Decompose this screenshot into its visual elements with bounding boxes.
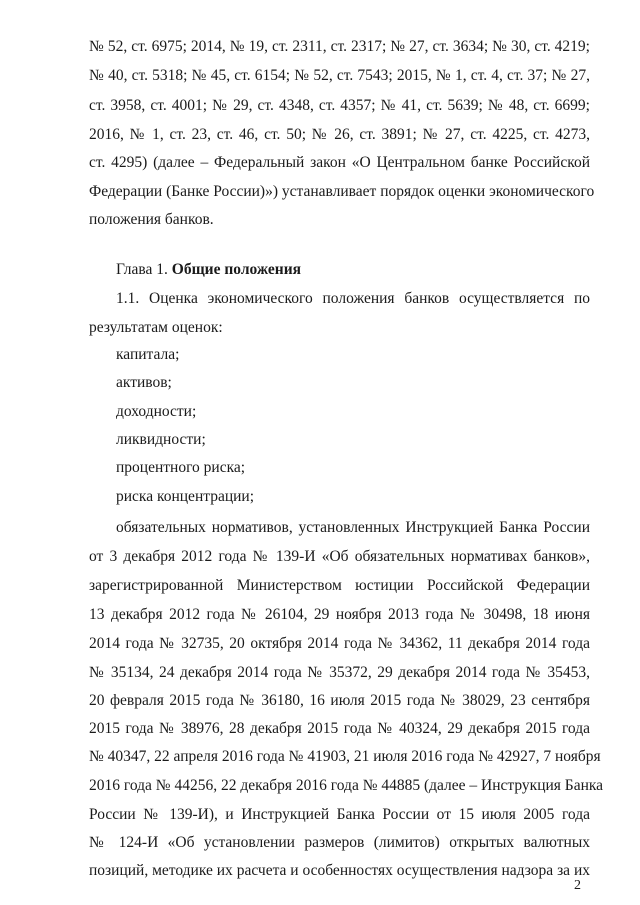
list-item: риска концентрации; [116,488,255,505]
intro-line: 2016, № 1, ст. 23, ст. 46, ст. 50; № 26, ст. 3891; № 27, ст. 4225, ст. 4273, [89,126,590,143]
body-line: № 40347, 22 апреля 2016 года № 41903, 21 июля 2016 года № 42927, 7 ноября [89,748,601,765]
body-line: 13 декабря 2012 года № 26104, 29 ноября 2013 года № 30498, 18 июня [89,606,590,623]
section-1-1-line: результатам оценок: [89,319,223,336]
list-item: активов; [116,374,172,391]
body-line: 2015 года № 38976, 28 декабря 2015 года № 40324, 29 декабря 2015 года [89,720,590,737]
list-item: доходности; [116,403,197,420]
intro-line: ст. 4295) (далее – Федеральный закон «О Центральном банке Российской [89,154,590,171]
body-line: № 124-И «Об установлении размеров (лимитов) открытых валютных [89,834,590,851]
body-line: зарегистрированной Министерством юстиции Российской Федерации [89,577,590,594]
list-item: процентного риска; [116,459,246,476]
intro-line: Федерации (Банке России)») устанавливает порядок оценки экономического [89,183,595,200]
chapter-prefix: Глава 1. [116,261,172,278]
intro-line: ст. 3958, ст. 4001; № 29, ст. 4348, ст. 4357; № 41, ст. 5639; № 48, ст. 6699; [89,97,590,114]
page-number: 2 [574,878,581,893]
body-line: от 3 декабря 2012 года № 139-И «Об обязательных нормативах банков», [89,548,590,565]
body-line: обязательных нормативов, установленных Инструкцией Банка России [116,519,590,536]
intro-line: № 52, ст. 6975; 2014, № 19, ст. 2311, ст. 2317; № 27, ст. 3634; № 30, ст. 4219; [89,38,590,55]
intro-line: № 40, ст. 5318; № 45, ст. 6154; № 52, ст. 7543; 2015, № 1, ст. 4, ст. 37; № 27, [89,67,590,84]
body-line: 2014 года № 32735, 20 октября 2014 года № 34362, 11 декабря 2014 года [89,635,590,652]
chapter-title: Общие положения [171,261,302,278]
chapter-heading [116,260,301,280]
body-line: 20 февраля 2015 года № 36180, 16 июля 2015 года № 38029, 23 сентября [89,692,590,709]
body-line: позиций, методике их расчета и особенностях осуществления надзора за их [89,862,590,879]
body-line: № 35134, 24 декабря 2014 года № 35372, 29 декабря 2014 года № 35453, [89,664,590,681]
intro-line: положения банков. [89,211,214,228]
list-item: капитала; [116,346,180,363]
list-item: ликвидности; [116,431,206,448]
section-1-1-line: 1.1. Оценка экономического положения банков осуществляется по [116,290,590,307]
body-line: России № 139-И), и Инструкцией Банка России от 15 июля 2005 года [89,806,590,823]
body-line: 2016 года № 44256, 22 декабря 2016 года № 44885 (далее – Инструкция Банка [89,777,604,794]
